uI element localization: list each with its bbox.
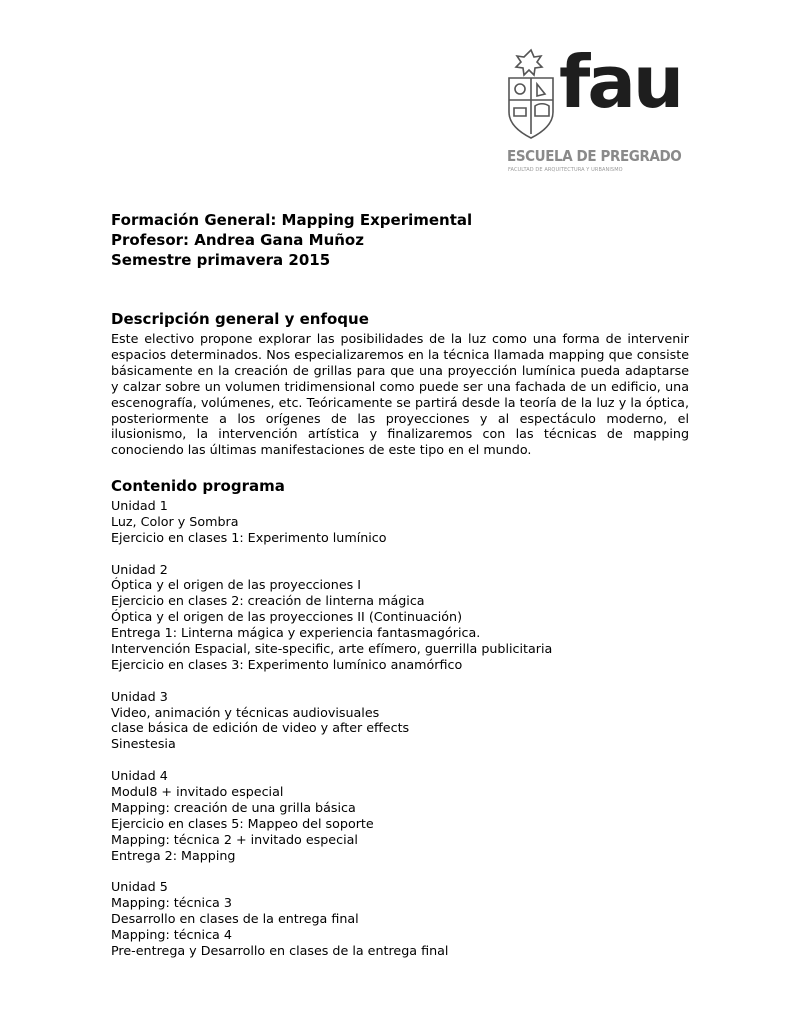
unit-item: Entrega 1: Linterna mágica y experiencia fantasmagórica. [111, 625, 481, 641]
university-shield-icon [505, 48, 557, 140]
logo-subtitle-small: FACULTAD DE ARQUITECTURA Y URBANISMO [508, 167, 623, 173]
fau-logo [497, 40, 682, 180]
unit-name: Unidad 2 [111, 561, 168, 577]
description-title: Descripción general y enfoque [111, 310, 369, 328]
unit-item: Video, animación y técnicas audiovisuales [111, 704, 380, 720]
unit-5 [111, 879, 552, 959]
unit-name: Unidad 5 [111, 879, 168, 895]
logo-subtitle: ESCUELA DE PREGRADO [507, 147, 682, 165]
unit-4 [111, 768, 552, 863]
unit-item: Ejercicio en clases 3: Experimento lumínico anamórfico [111, 656, 463, 672]
unit-item: Ejercicio en clases 5: Mappeo del soporte [111, 815, 374, 831]
unit-item: Intervención Espacial, site-specific, arte efímero, guerrilla publicitaria [111, 641, 553, 657]
unit-item: Mapping: técnica 4 [111, 927, 232, 943]
unit-item: Desarrollo en clases de la entrega final [111, 911, 359, 927]
unit-name: Unidad 3 [111, 688, 168, 704]
unit-item: Luz, Color y Sombra [111, 513, 239, 529]
unit-item: Mapping: técnica 3 [111, 895, 232, 911]
professor-name: Profesor: Andrea Gana Muñoz [111, 231, 364, 249]
document-header [111, 210, 472, 270]
unit-3 [111, 689, 552, 753]
description-text: Este electivo propone explorar las posibilidades de la luz como una forma de intervenir espacios determinados. Nos especializaremos en la técnica llamada mapping que consiste básicamente en la creación de grillas para que una proyección lumínica pueda adaptarse y calzar sobre un volumen tridimensional como puede ser una fachada de un edificio, una escenografía, volúmenes, etc. Teóricamente se partirá desde la teoría de la luz y la óptica, posteriormente a los orígenes de las proyecciones y al espectáculo moderno, el ilusionismo, la intervención artística y finalizaremos con las técnicas de mapping conociendo las últimas manifestaciones de este tipo en el mundo. [111, 331, 689, 458]
unit-name: Unidad 4 [111, 768, 168, 784]
semester: Semestre primavera 2015 [111, 251, 331, 269]
unit-2 [111, 562, 552, 673]
program-content [111, 498, 552, 975]
unit-item: Modul8 + invitado especial [111, 783, 284, 799]
unit-item: Óptica y el origen de las proyecciones II (Continuación) [111, 609, 463, 625]
unit-item: Óptica y el origen de las proyecciones I [111, 577, 362, 593]
unit-item: Entrega 2: Mapping [111, 847, 236, 863]
course-title: Formación General: Mapping Experimental [111, 211, 473, 229]
unit-1 [111, 498, 552, 546]
unit-item: Pre-entrega y Desarrollo en clases de la entrega final [111, 942, 449, 958]
unit-name: Unidad 1 [111, 498, 168, 513]
unit-item: Mapping: creación de una grilla básica [111, 799, 356, 815]
unit-item: Ejercicio en clases 1: Experimento lumínico [111, 529, 387, 545]
unit-item: clase básica de edición de video y after effects [111, 720, 410, 736]
unit-item: Ejercicio en clases 2: creación de linterna mágica [111, 593, 425, 609]
logo-wordmark: fau [559, 40, 682, 124]
program-title: Contenido programa [111, 477, 285, 495]
unit-item: Mapping: técnica 2 + invitado especial [111, 831, 358, 847]
unit-item: Sinestesia [111, 736, 176, 752]
